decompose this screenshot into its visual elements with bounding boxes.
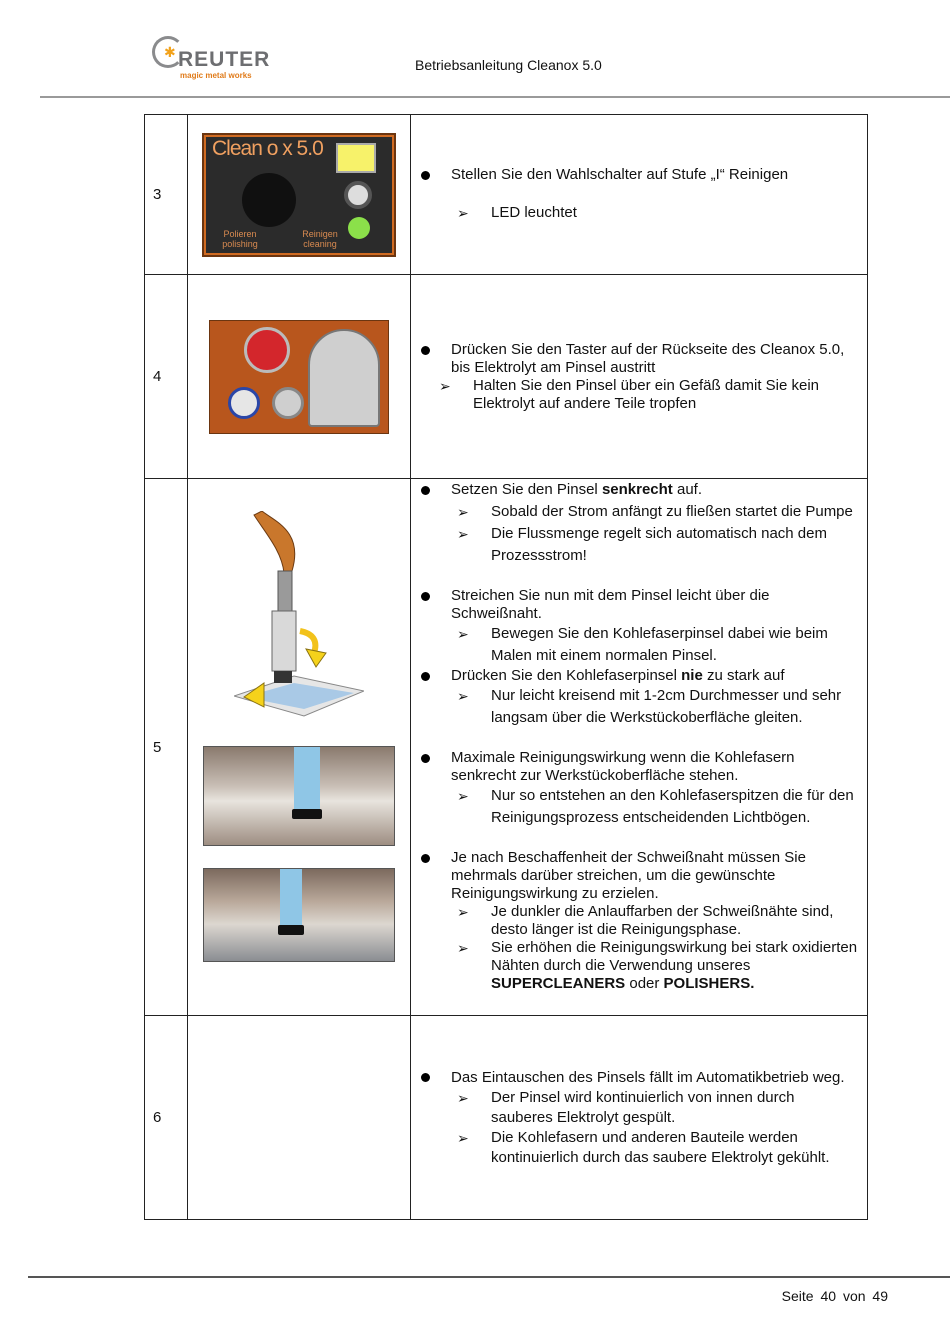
led-indicator-icon <box>336 143 376 173</box>
logo-tagline: magic metal works <box>180 71 252 80</box>
table-row <box>145 1016 868 1220</box>
socket-icon <box>344 181 372 209</box>
step-text-cell <box>411 1016 868 1220</box>
step-number: 3 <box>145 115 188 275</box>
blue-ring-button-icon <box>228 387 260 419</box>
sub-list-item: ➢ Sie erhöhen die Reinigungswirkung bei stark oxidierten Nähten durch die Verwendung unseres SUPERCLEANERS oder POLISHERS. <box>491 939 859 993</box>
list-item: Drücken Sie den Taster auf der Rückseite des Cleanox 5.0, bis Elektrolyt am Pinsel austritt ➢ Halten Sie den Pinsel über ein Gefäß damit Sie kein Elektrolyt auf andere Teile tropfen <box>451 341 859 413</box>
grey-button-icon <box>272 387 304 419</box>
step-text-cell <box>411 479 868 1016</box>
green-led-icon <box>348 217 370 239</box>
pump-button-icon <box>244 327 290 373</box>
step-image-cell <box>188 479 411 1016</box>
table-row <box>145 479 868 1016</box>
step-number: 6 <box>145 1016 188 1220</box>
table-row <box>145 275 868 479</box>
sub-list-item: ➢ Die Flussmenge regelt sich automatisch nach dem Prozessstrom! <box>491 523 859 567</box>
sub-list-item: ➢ LED leuchtet <box>491 202 859 224</box>
sub-list-item: ➢ Bewegen Sie den Kohlefaserpinsel dabei wie beim Malen mit einem normalen Pinsel. <box>491 623 859 667</box>
list-item: Setzen Sie den Pinsel senkrecht auf. ➢ Sobald der Strom anfängt zu fließen startet die Pumpe ➢ Die Flussmenge regelt sich automatisch nach dem Prozessstrom! <box>451 481 859 567</box>
table-row <box>145 115 868 275</box>
steps-table <box>144 114 868 1220</box>
step-image-cell <box>188 115 411 275</box>
panel-title: Clean o x 5.0 <box>212 136 323 160</box>
sub-list-item: ➢ Halten Sie den Pinsel über ein Gefäß damit Sie kein Elektrolyt auf andere Teile tropfen <box>473 377 859 413</box>
list-item: Je nach Beschaffenheit der Schweißnaht müssen Sie mehrmals darüber streichen, um die gewünschte Reinigungswirkung zu erzielen. ➢ Je dunkler die Anlauffarben der Schweißnähte sind, desto länger ist die Reinigungsphase. ➢ Sie erhöhen die Reinigungswirkung bei stark oxidierten Nähten durch die Verwendung unseres SUPERCLEANERS oder POLISHERS. <box>451 849 859 993</box>
welding-seam-photo <box>203 868 395 962</box>
panel-label-right: Reinigen cleaning <box>302 228 338 249</box>
step-image-cell <box>188 1016 411 1220</box>
document-title: Betriebsanleitung Cleanox 5.0 <box>415 57 602 73</box>
step-text-cell <box>411 275 868 479</box>
list-item: Das Eintauschen des Pinsels fällt im Automatikbetrieb weg. ➢ Der Pinsel wird kontinuierlich von innen durch sauberes Elektrolyt gespült. ➢ Die Kohlefasern und anderen Bauteile werden kontinuierlich durch das saubere Elektrolyt gekühlt. <box>451 1068 859 1168</box>
logo-text: REUTER <box>178 48 271 71</box>
list-item: Stellen Sie den Wahlschalter auf Stufe „I“ Reinigen ➢ LED leuchtet <box>451 166 859 224</box>
panel-label-left: Polieren polishing <box>222 228 258 249</box>
list-item: Drücken Sie den Kohlefaserpinsel nie zu stark auf ➢ Nur leicht kreisend mit 1-2cm Durchmesser und sehr langsam über die Werkstückoberfläche gleiten. <box>451 667 859 729</box>
sub-list-item: ➢ Je dunkler die Anlauffarben der Schweißnähte sind, desto länger ist die Reinigungsphase. <box>491 903 859 939</box>
rear-panel-image <box>209 320 389 434</box>
step-number: 5 <box>145 479 188 1016</box>
sub-list-item: ➢ Nur leicht kreisend mit 1-2cm Durchmesser und sehr langsam über die Werkstückoberfläche gleiten. <box>491 685 859 729</box>
sub-list-item: ➢ Die Kohlefasern und anderen Bauteile werden kontinuierlich durch das saubere Elektrolyt gekühlt. <box>491 1128 859 1168</box>
peristaltic-pump-icon <box>308 329 380 427</box>
list-item: Streichen Sie nun mit dem Pinsel leicht über die Schweißnaht. ➢ Bewegen Sie den Kohlefaserpinsel dabei wie beim Malen mit einem normalen Pinsel. <box>451 587 859 667</box>
header-divider <box>40 96 950 98</box>
step-text-cell <box>411 115 868 275</box>
brush-illustration <box>234 511 364 721</box>
sub-list-item: ➢ Der Pinsel wird kontinuierlich von innen durch sauberes Elektrolyt gespült. <box>491 1088 859 1128</box>
footer-divider <box>28 1276 950 1278</box>
company-logo <box>150 34 290 84</box>
sub-list-item: ➢ Nur so entstehen an den Kohlefaserspitzen die für den Reinigungsprozess entscheidenden Lichtbögen. <box>491 785 859 829</box>
control-panel-image <box>202 133 396 257</box>
star-icon: ✱ <box>164 44 176 60</box>
list-item: Maximale Reinigungswirkung wenn die Kohlefasern senkrecht zur Werkstückoberfläche stehen. ➢ Nur so entstehen an den Kohlefaserspitzen die für den Reinigungsprozess entscheidenden Lichtbögen. <box>451 749 859 829</box>
welding-seam-photo <box>203 746 395 846</box>
step-image-cell <box>188 275 411 479</box>
page-number: Seite 40 von 49 <box>781 1288 888 1304</box>
sub-list-item: ➢ Sobald der Strom anfängt zu fließen startet die Pumpe <box>491 501 859 523</box>
step-number: 4 <box>145 275 188 479</box>
selector-knob-icon <box>242 173 296 227</box>
